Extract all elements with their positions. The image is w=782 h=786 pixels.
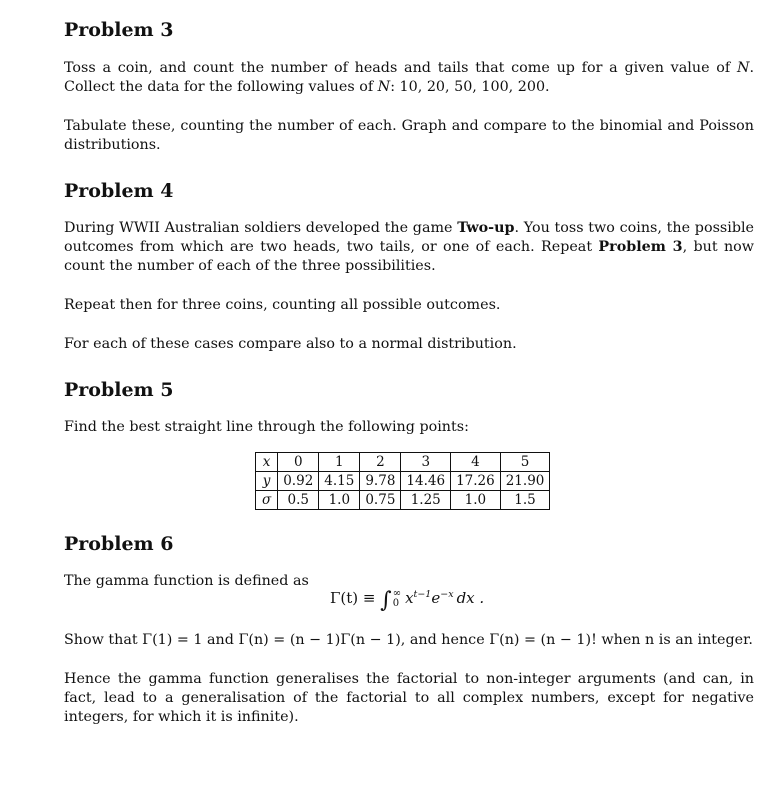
problem-3-paragraph-1: Toss a coin, and count the number of heads and tails that come up for a given value of N. Collect the data for the following values of N: 10, 20, 50, 100, 200. bbox=[64, 60, 754, 95]
table-cell: 21.90 bbox=[500, 472, 550, 491]
table-cell: 1.25 bbox=[401, 491, 451, 510]
problem-3-title: Problem 3 bbox=[64, 19, 174, 41]
problem-6-paragraph-3: Hence the gamma function generalises the factorial to non-integer arguments (and can, in fact, lead to a generalisation of the factorial to all complex numbers, except for negative integers, for which it is infinite). bbox=[64, 671, 754, 725]
table-cell: 4.15 bbox=[319, 472, 360, 491]
table-row-label: σ bbox=[256, 491, 278, 510]
problem-4-title: Problem 4 bbox=[64, 180, 174, 202]
problem-3-paragraph-2: Tabulate these, counting the number of each. Graph and compare to the binomial and Poisson distributions. bbox=[64, 118, 754, 153]
table-cell: 1.0 bbox=[451, 491, 501, 510]
data-points-table bbox=[255, 452, 550, 510]
table-row-label: y bbox=[256, 472, 278, 491]
table-row bbox=[256, 453, 550, 472]
table-cell: 0.75 bbox=[360, 491, 401, 510]
table-cell: 9.78 bbox=[360, 472, 401, 491]
table-cell: 17.26 bbox=[451, 472, 501, 491]
problem-5-title: Problem 5 bbox=[64, 379, 174, 401]
table-cell: 14.46 bbox=[401, 472, 451, 491]
table-cell: 0.5 bbox=[278, 491, 319, 510]
gamma-function-formula: Γ(t) ≡ ∫ ∞ 0 $x^{t-1}e^{-x}$ dx . bbox=[330, 588, 485, 613]
table-cell: 3 bbox=[401, 453, 451, 472]
problem-4-paragraph-2: Repeat then for three coins, counting all possible outcomes. bbox=[64, 297, 501, 313]
problem-5-paragraph-1: Find the best straight line through the following points: bbox=[64, 419, 469, 435]
problem-6-paragraph-1: The gamma function is defined as bbox=[64, 573, 309, 589]
table-cell: 0 bbox=[278, 453, 319, 472]
problem-6-title: Problem 6 bbox=[64, 533, 174, 555]
table-row bbox=[256, 472, 550, 491]
table-cell: 2 bbox=[360, 453, 401, 472]
table-cell: 1.0 bbox=[319, 491, 360, 510]
table-cell: 1 bbox=[319, 453, 360, 472]
table-row-label: x bbox=[256, 453, 278, 472]
problem-4-paragraph-3: For each of these cases compare also to a normal distribution. bbox=[64, 336, 517, 352]
table-cell: 4 bbox=[451, 453, 501, 472]
table-row bbox=[256, 491, 550, 510]
problem-6-paragraph-2: Show that Γ(1) = 1 and Γ(n) = (n − 1)Γ(n − 1), and hence Γ(n) = (n − 1)! when n is an integer. bbox=[64, 632, 753, 648]
table-cell: 0.92 bbox=[278, 472, 319, 491]
problem-4-paragraph-1: During WWII Australian soldiers developed the game Two-up. You toss two coins, the possible outcomes from which are two heads, two tails, or one of each. Repeat Problem 3, but now count the number of each of the three possibilities. bbox=[64, 220, 755, 274]
table-cell: 1.5 bbox=[500, 491, 550, 510]
table-cell: 5 bbox=[500, 453, 550, 472]
